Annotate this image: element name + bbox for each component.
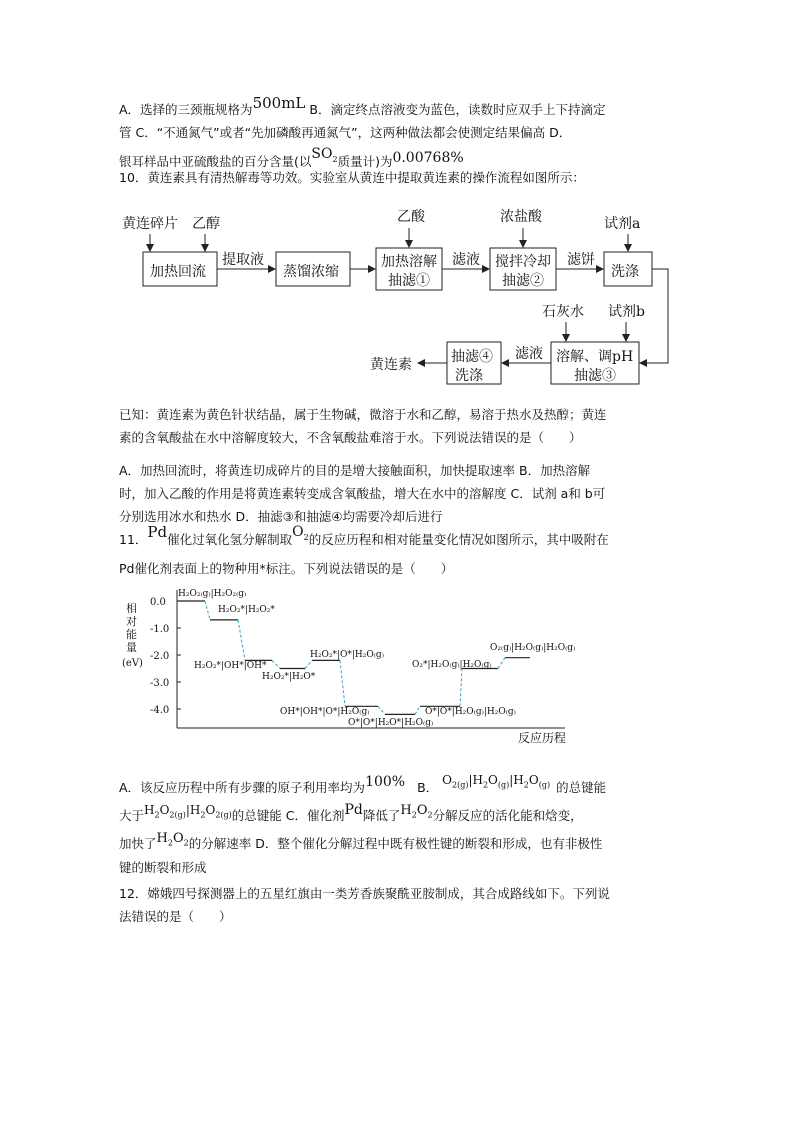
- y-axis-title: 相: [126, 602, 137, 615]
- flow-box-reflux-text: 加热回流: [150, 264, 206, 280]
- q9-line3: 银耳样品中亚硫酸盐的百分含量(以$SO_2$质量计)为0.00768%: [119, 146, 464, 169]
- y-tick-label: -2.0: [150, 651, 170, 662]
- q9-line2: 管 C．“不通氮气”或者“先加磷酸再通氮气”，这两种做法都会使测定结果偏高 D．: [119, 125, 572, 140]
- energy-level-label: OH*|OH*|O*|H₂O₍g₎: [280, 707, 370, 717]
- flow-label-ethanol: 乙醇: [192, 216, 220, 232]
- energy-level-label: H₂O₂*|O*|H₂O₍g₎: [310, 650, 384, 660]
- flow-label-acetic: 乙酸: [397, 209, 425, 225]
- flow-label-filtrate1: 滤液: [452, 252, 480, 268]
- svg-text:对: 对: [126, 615, 137, 628]
- flow-box-stir-text2: 抽滤②: [502, 273, 544, 289]
- formula-b1: $O_{2(g)}|H_2O_{(g)}|H_2O_{(g)}$: [442, 773, 551, 790]
- h2o2-formula-2: $H_2O_2$: [156, 831, 189, 848]
- energy-level-label: O*|O*|H₂O*|H₂O₍g₎: [348, 718, 434, 728]
- q10-known: 已知：黄连素为黄色针状结晶，属于生物碱，微溶于水和乙醇，易溶于热水及热醇；黄连 素的含氧酸盐在水中溶解度较大，不含氧酸盐难溶于水。下列说法错误的是（ ）: [119, 407, 607, 445]
- flow-box-ph-text1: 溶解、调pH: [556, 349, 634, 365]
- y-tick-label: -3.0: [150, 678, 170, 689]
- so2-formula: $SO_2$: [311, 146, 338, 164]
- energy-connector: [238, 620, 245, 661]
- flowchart: [0, 198, 794, 398]
- q11-options: A．该反应历程中所有步骤的原子利用率均为100% B． $O_{2(g)}|H_2O_{(g)}|H_2O_{(g)}$ 的总键能 大于$H_2O_{2(g)}|H_2O_{2(g)}$的总键能 C．催化剂Pd降低了$H_2O_2$分解反应的活化能和焓变， 加快了$H_2O_2$的分解速率 D．整个催化分解过程中既有极性键的断裂和形成，也有非极性 键的断裂和形成: [119, 773, 607, 875]
- energy-connector: [340, 660, 345, 706]
- pd-symbol-2: Pd: [344, 802, 363, 818]
- svg-text:(eV): (eV): [122, 658, 143, 669]
- energy-level-label: O₂*|H₂O₍g₎|H₂O₍g₎: [412, 660, 492, 670]
- flow-label-chips: 黄连碎片: [122, 216, 178, 232]
- flow-box-stir-text1: 搅拌冷却: [495, 254, 551, 270]
- y-tick-label: -4.0: [150, 705, 170, 716]
- q10-options: A．加热回流时，将黄连切成碎片的目的是增大接触面积，加快提取速率 B．加热溶解 时，加入乙酸的作用是将黄连素转变成含氧酸盐，增大在水中的溶解度 C．试剂 a和 b可 分别选用冰水和热水 D．抽滤③和抽滤④均需要冷却后进行: [119, 463, 606, 524]
- flow-box-f4-text2: 洗涤: [455, 368, 483, 384]
- flow-box-ph-text2: 抽滤③: [574, 368, 616, 384]
- svg-text:能: 能: [126, 628, 137, 641]
- flow-box-f4-text1: 抽滤④: [451, 349, 493, 365]
- y-tick-label: 0.0: [150, 597, 166, 608]
- pd-symbol: Pd: [147, 523, 168, 541]
- pct-value: 0.00768%: [392, 150, 464, 166]
- energy-level-label: H₂O₂₍g₎|H₂O₂₍g₎: [178, 589, 247, 599]
- formula-b2: $H_2O_{2(g)}|H_2O_{2(g)}$: [144, 803, 232, 820]
- energy-level-label: H₂O₂*|H₂O₂*: [218, 605, 275, 615]
- energy-diagram: [0, 580, 794, 750]
- energy-connector: [205, 601, 210, 620]
- q9-line1: A．选择的三颈瓶规格为500mL B．滴定终点溶液变为蓝色，读数时应双手上下持滴定: [119, 94, 606, 117]
- pct100: 100%: [365, 774, 406, 790]
- energy-level-label: O*|O*|H₂O₍g₎|H₂O₍g₎: [425, 707, 516, 717]
- flow-label-extract: 提取液: [222, 252, 264, 268]
- flow-box-wash-text: 洗涤: [611, 264, 639, 280]
- o2-formula: $O_2$: [292, 524, 309, 542]
- q11-stem: 11．Pd催化过氧化氢分解制取$O_2$的反应历程和相对能量变化情况如图所示，其中吸附在 Pd催化剂表面上的物种用*标注。下列说法错误的是（ ）: [119, 523, 609, 576]
- flow-box-dissolve-text1: 加热溶解: [381, 254, 437, 270]
- energy-connector: [415, 706, 420, 714]
- energy-connector: [498, 658, 505, 669]
- q10-stem: 10．黄连素具有清热解毒等功效。实验室从黄连中提取黄连素的操作流程如图所示：: [119, 170, 585, 185]
- flow-label-lime: 石灰水: [542, 304, 584, 320]
- energy-level-label: H₂O₂*|OH*|OH*: [194, 661, 267, 671]
- energy-connector: [305, 660, 312, 668]
- vol-value: 500mL: [252, 94, 306, 112]
- flow-box-dissolve-text2: 抽滤①: [388, 273, 430, 289]
- energy-connector: [272, 660, 280, 668]
- svg-text:量: 量: [126, 641, 137, 654]
- flow-label-product: 黄连素: [370, 357, 412, 373]
- y-tick-label: -1.0: [150, 624, 170, 635]
- energy-level-label: H₂O₂*|H₂O*: [262, 672, 316, 682]
- flow-label-reagent-b: 试剂b: [608, 304, 645, 320]
- flow-label-filtrate2: 滤液: [515, 346, 543, 362]
- flow-label-hcl: 浓盐酸: [500, 209, 542, 225]
- energy-connector: [460, 669, 462, 707]
- h2o2-formula: $H_2O_2$: [400, 803, 433, 820]
- energy-connector: [378, 706, 385, 714]
- energy-level-label: O₂₍g₎|H₂O₍g₎|H₂O₍g₎: [490, 643, 576, 653]
- flow-label-cake: 滤饼: [567, 252, 595, 268]
- flow-label-reagent-a: 试剂a: [604, 216, 641, 232]
- flow-box-distill-text: 蒸馏浓缩: [283, 264, 339, 280]
- q12-stem: 12．嫦娥四号探测器上的五星红旗由一类芳香族聚酰亚胺制成，其合成路线如下。下列说 法错误的是（ ）: [119, 886, 610, 924]
- x-axis-title: 反应历程: [518, 731, 567, 745]
